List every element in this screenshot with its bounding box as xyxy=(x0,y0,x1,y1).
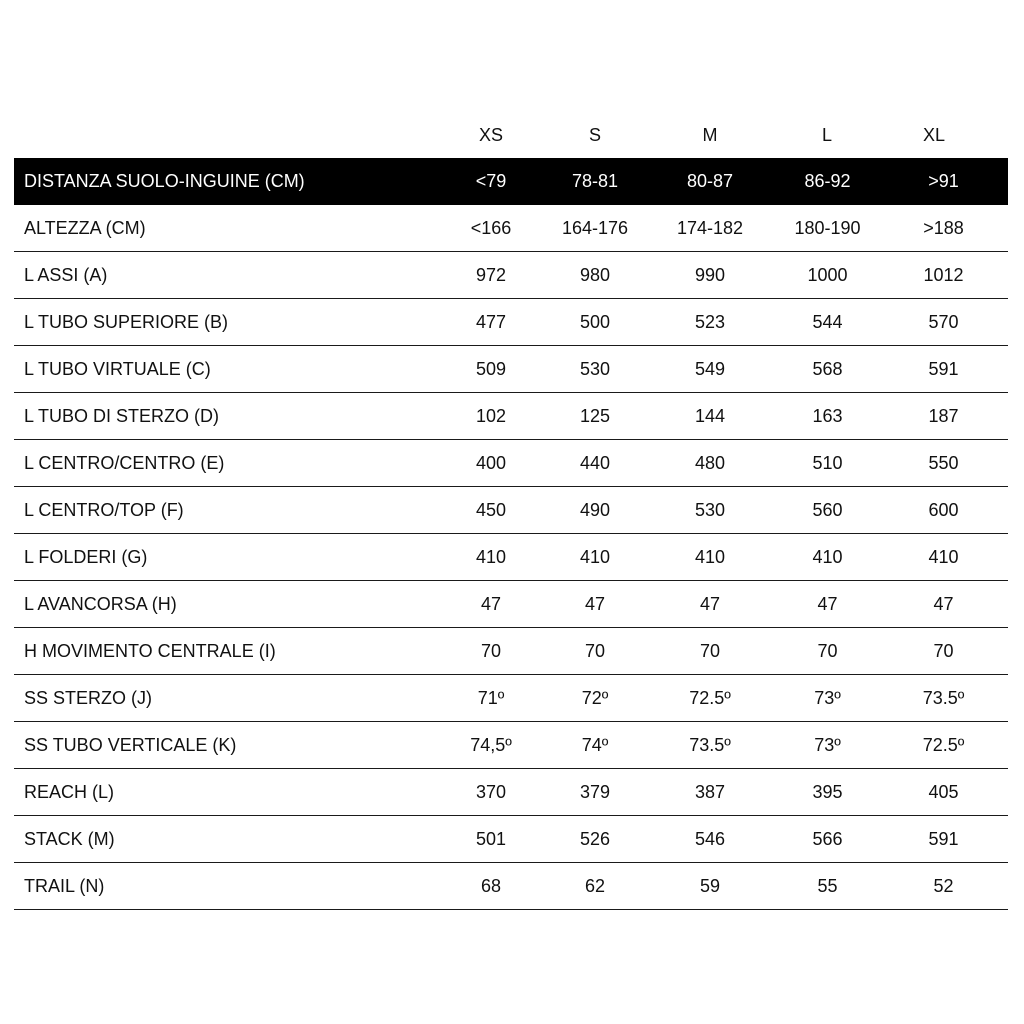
row-value-m: 410 xyxy=(644,534,776,581)
row-value-s: 125 xyxy=(546,393,644,440)
table-row xyxy=(14,299,1008,346)
row-value-xs: 400 xyxy=(436,440,546,487)
row-value-s: 164-176 xyxy=(546,205,644,252)
row-label: SS TUBO VERTICALE (K) xyxy=(14,722,436,769)
row-value-l: 73º xyxy=(776,675,879,722)
row-value-xl: 591 xyxy=(879,816,1008,863)
geometry-table xyxy=(14,158,1008,910)
row-value-s: 526 xyxy=(546,816,644,863)
row-value-xs: <79 xyxy=(436,158,546,205)
row-label: L CENTRO/TOP (F) xyxy=(14,487,436,534)
row-label: L ASSI (A) xyxy=(14,252,436,299)
row-label: STACK (M) xyxy=(14,816,436,863)
row-value-s: 490 xyxy=(546,487,644,534)
row-value-s: 47 xyxy=(546,581,644,628)
row-value-m: 70 xyxy=(644,628,776,675)
table-row xyxy=(14,581,1008,628)
row-value-m: 523 xyxy=(644,299,776,346)
row-label: L TUBO SUPERIORE (B) xyxy=(14,299,436,346)
row-label: H MOVIMENTO CENTRALE (I) xyxy=(14,628,436,675)
row-value-xs: 47 xyxy=(436,581,546,628)
row-label: L TUBO DI STERZO (D) xyxy=(14,393,436,440)
row-value-xl: 600 xyxy=(879,487,1008,534)
row-value-xl: >91 xyxy=(879,158,1008,205)
row-value-l: 55 xyxy=(776,863,879,910)
row-value-xs: 74,5º xyxy=(436,722,546,769)
table-row xyxy=(14,252,1008,299)
row-value-m: 546 xyxy=(644,816,776,863)
row-value-m: 80-87 xyxy=(644,158,776,205)
row-value-xs: 410 xyxy=(436,534,546,581)
row-value-m: 530 xyxy=(644,487,776,534)
row-value-xl: 73.5º xyxy=(879,675,1008,722)
table-row xyxy=(14,769,1008,816)
table-row xyxy=(14,816,1008,863)
row-value-m: 73.5º xyxy=(644,722,776,769)
table-row xyxy=(14,534,1008,581)
row-value-xl: 187 xyxy=(879,393,1008,440)
row-label: REACH (L) xyxy=(14,769,436,816)
row-value-xl: 47 xyxy=(879,581,1008,628)
size-header-xl: XL xyxy=(922,125,946,145)
row-value-s: 74º xyxy=(546,722,644,769)
row-value-s: 379 xyxy=(546,769,644,816)
row-value-xs: 71º xyxy=(436,675,546,722)
row-value-l: 86-92 xyxy=(776,158,879,205)
row-value-l: 566 xyxy=(776,816,879,863)
row-value-m: 387 xyxy=(644,769,776,816)
table-row xyxy=(14,346,1008,393)
row-value-xs: <166 xyxy=(436,205,546,252)
row-value-xs: 501 xyxy=(436,816,546,863)
row-label: ALTEZZA (CM) xyxy=(14,205,436,252)
row-value-m: 47 xyxy=(644,581,776,628)
row-value-xl: 405 xyxy=(879,769,1008,816)
table-row xyxy=(14,628,1008,675)
row-value-l: 163 xyxy=(776,393,879,440)
row-value-l: 568 xyxy=(776,346,879,393)
size-header-row xyxy=(14,112,1008,158)
row-value-s: 980 xyxy=(546,252,644,299)
row-value-xl: 570 xyxy=(879,299,1008,346)
row-label: L AVANCORSA (H) xyxy=(14,581,436,628)
table-row xyxy=(14,675,1008,722)
table-row xyxy=(14,440,1008,487)
row-value-s: 440 xyxy=(546,440,644,487)
row-value-s: 70 xyxy=(546,628,644,675)
row-value-m: 174-182 xyxy=(644,205,776,252)
row-value-s: 78-81 xyxy=(546,158,644,205)
row-value-xs: 102 xyxy=(436,393,546,440)
row-value-xl: 1012 xyxy=(879,252,1008,299)
row-value-xs: 70 xyxy=(436,628,546,675)
row-value-s: 62 xyxy=(546,863,644,910)
row-value-l: 73º xyxy=(776,722,879,769)
size-header-l: L xyxy=(821,125,832,145)
row-value-l: 1000 xyxy=(776,252,879,299)
row-value-l: 395 xyxy=(776,769,879,816)
row-label: DISTANZA SUOLO-INGUINE (CM) xyxy=(14,158,436,205)
row-value-l: 544 xyxy=(776,299,879,346)
row-value-m: 59 xyxy=(644,863,776,910)
row-value-m: 144 xyxy=(644,393,776,440)
table-row xyxy=(14,487,1008,534)
row-value-xl: 70 xyxy=(879,628,1008,675)
row-value-m: 549 xyxy=(644,346,776,393)
row-value-l: 180-190 xyxy=(776,205,879,252)
row-value-l: 70 xyxy=(776,628,879,675)
row-label: SS STERZO (J) xyxy=(14,675,436,722)
row-value-xl: 72.5º xyxy=(879,722,1008,769)
size-header-xs: XS xyxy=(478,125,503,145)
geometry-table-body xyxy=(14,158,1008,910)
row-value-xs: 450 xyxy=(436,487,546,534)
row-value-xs: 477 xyxy=(436,299,546,346)
row-value-xs: 972 xyxy=(436,252,546,299)
table-row-highlight xyxy=(14,158,1008,205)
row-value-xl: 410 xyxy=(879,534,1008,581)
row-value-m: 480 xyxy=(644,440,776,487)
row-value-xs: 509 xyxy=(436,346,546,393)
row-value-s: 410 xyxy=(546,534,644,581)
row-value-l: 560 xyxy=(776,487,879,534)
size-header-s: S xyxy=(588,125,601,145)
row-value-s: 72º xyxy=(546,675,644,722)
row-label: L TUBO VIRTUALE (C) xyxy=(14,346,436,393)
row-value-xl: >188 xyxy=(879,205,1008,252)
row-value-l: 47 xyxy=(776,581,879,628)
table-row xyxy=(14,393,1008,440)
table-row xyxy=(14,205,1008,252)
row-label: L CENTRO/CENTRO (E) xyxy=(14,440,436,487)
row-value-l: 510 xyxy=(776,440,879,487)
size-header-m: M xyxy=(702,125,718,145)
row-label: L FOLDERI (G) xyxy=(14,534,436,581)
row-value-xs: 68 xyxy=(436,863,546,910)
row-value-s: 530 xyxy=(546,346,644,393)
row-value-l: 410 xyxy=(776,534,879,581)
row-value-xl: 591 xyxy=(879,346,1008,393)
row-label: TRAIL (N) xyxy=(14,863,436,910)
row-value-xl: 52 xyxy=(879,863,1008,910)
row-value-m: 990 xyxy=(644,252,776,299)
table-row xyxy=(14,863,1008,910)
row-value-m: 72.5º xyxy=(644,675,776,722)
row-value-xs: 370 xyxy=(436,769,546,816)
table-row xyxy=(14,722,1008,769)
row-value-s: 500 xyxy=(546,299,644,346)
row-value-xl: 550 xyxy=(879,440,1008,487)
